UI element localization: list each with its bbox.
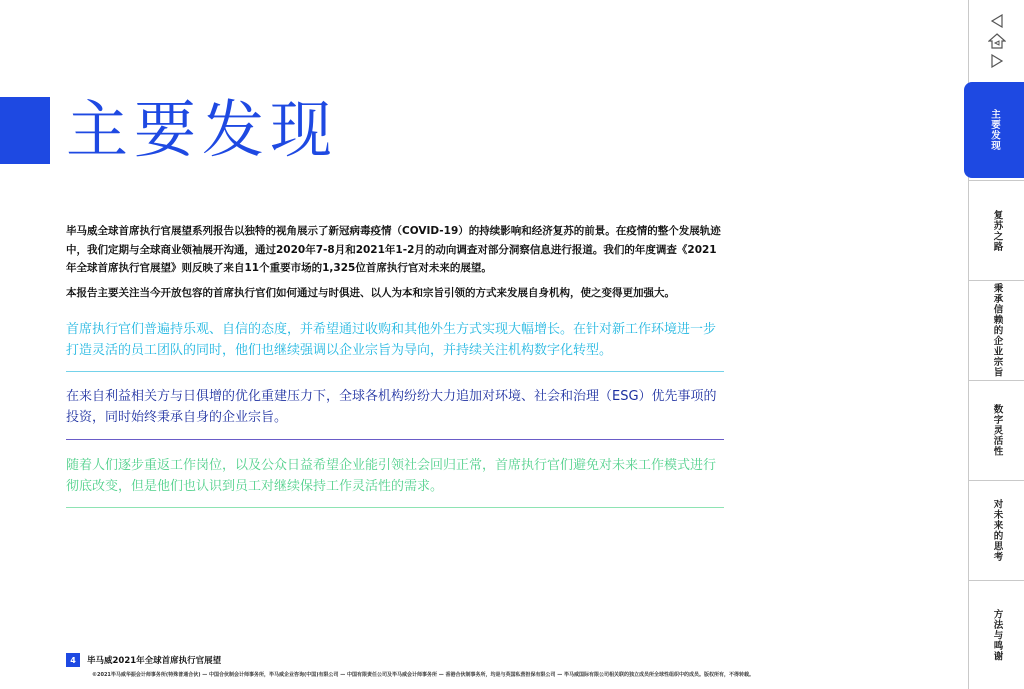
home-icon[interactable] [988,33,1006,49]
tab-key-findings[interactable] [964,82,1024,178]
triangle-left-icon[interactable] [990,14,1004,28]
page-number: 4 [66,653,80,667]
tab-label: 复苏之路 [991,209,1003,252]
tab-label: 数字灵活性 [991,404,1003,457]
finding-divider [66,371,724,372]
triangle-right-icon[interactable] [990,54,1004,68]
finding-divider [66,439,724,440]
finding-1: 首席执行官们普遍持乐观、自信的态度，并希望通过收购和其他外生方式实现大幅增长。在针对新工作环境进一步打造灵活的员工团队的同时，他们也继续强调以企业宗旨为导向，并持续关注机构数字化转型。 [66,322,717,358]
footer-report-title: 毕马威2021年全球首席执行官展望 [87,656,222,666]
footer-copyright: ©2021毕马威华振会计师事务所(特殊普通合伙) — 中国合伙制会计师事务所，毕马威企业咨询(中国)有限公司 — 中国有限责任公司及毕马威会计师事务所 — 香港合伙制事务所，均是与英国私营担保有限公司 — 毕马威国际有限公司相关联的独立成员所全球性组织中的成员。版权所有，不得转载。 [92,672,754,678]
finding-divider [66,507,724,508]
tab-label: 方法与鸣谢 [991,608,1003,662]
tab-digital-agility[interactable] [969,381,1024,480]
intro-paragraph: 毕马威全球首席执行官展望系列报告以独特的视角展示了新冠病毒疫情（COVID-19）的持续影响和经济复苏的前景。在疫情的整个发展轨迹中，我们定期与全球商业领袖展开沟通，通过2020年7-8月和2021年1-2月的动向调查对部分洞察信息进行报道。我们的年度调查《2021年全球首席执行官展望》则反映了来自11个重要市场的1,325位首席执行官对未来的展望。 [66,225,721,274]
tab-future-thinking[interactable] [969,481,1024,580]
tab-road-to-recovery[interactable] [969,181,1024,280]
tab-trusted-purpose[interactable] [969,281,1024,380]
finding-3: 随着人们逐步重返工作岗位，以及公众日益希望企业能引领社会回归正常，首席执行官们避免对未来工作模式进行彻底改变，但是他们也认识到员工对继续保持工作灵活性的需求。 [66,458,717,494]
tab-label: 秉承信赖的企业宗旨 [991,283,1003,378]
page-title: 主要发现 [66,93,339,166]
tab-label: 对未来的思考 [991,499,1003,562]
title-accent-block [0,97,50,164]
nav-controls [980,8,1020,68]
finding-2: 在来自利益相关方与日俱增的优化重建压力下，全球各机构纷纷大力追加对环境、社会和治理（ESG）优先事项的投资，同时始终秉承自身的企业宗旨。 [66,389,717,425]
tab-methodology[interactable] [969,581,1024,689]
tab-label: 主要发现 [989,109,1000,151]
focus-paragraph: 本报告主要关注当今开放包容的首席执行官们如何通过与时俱进、以人为本和宗旨引领的方式来发展自身机构，使之变得更加强大。 [66,287,675,299]
